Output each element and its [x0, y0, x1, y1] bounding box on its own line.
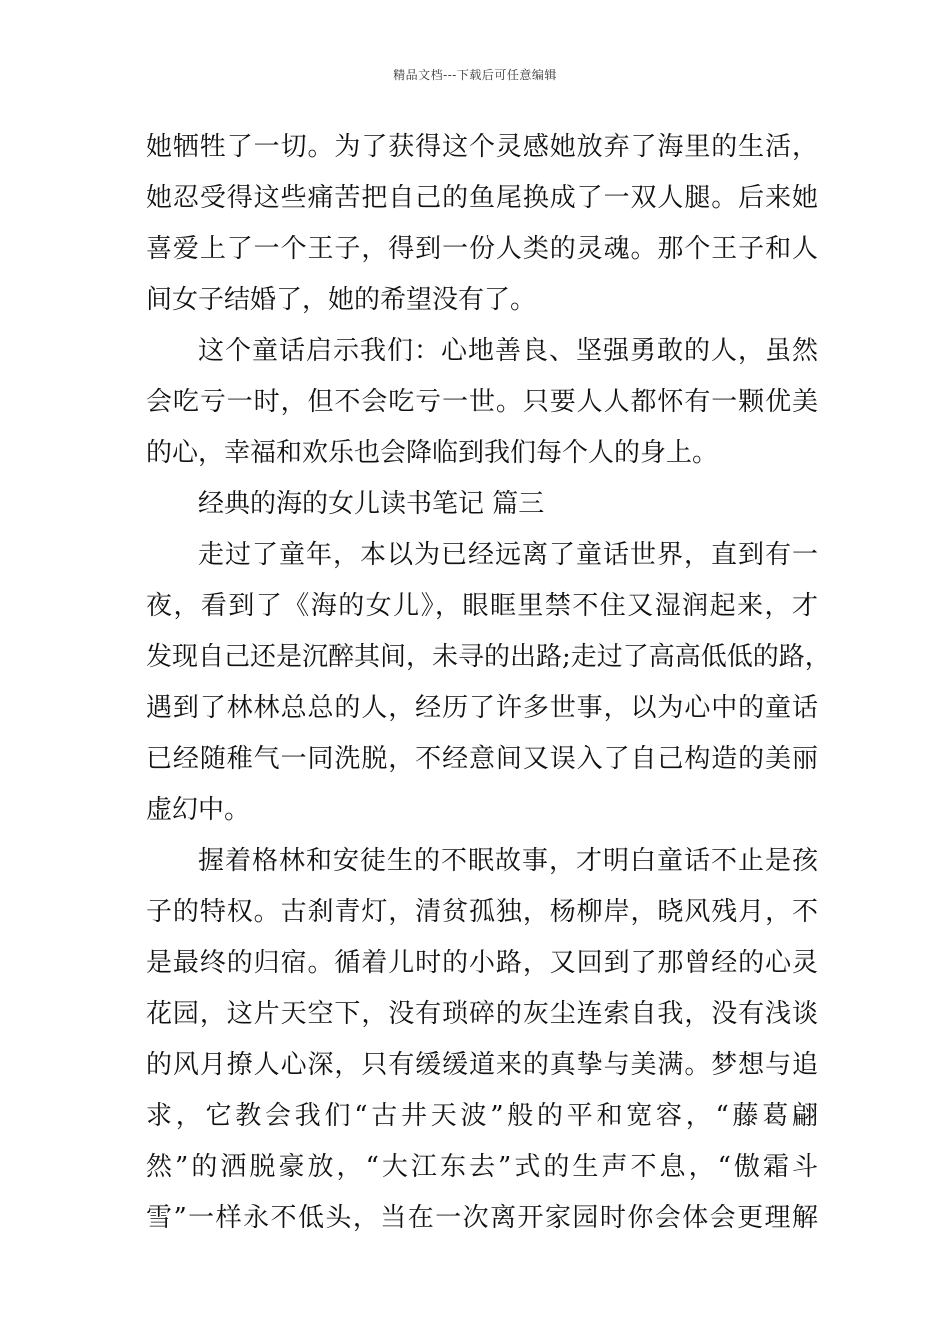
text-line: 遇到了林林总总的人，经历了许多世事，以为心中的童话 [146, 693, 818, 723]
text-line: 是最终的归宿。循着儿时的小路，又回到了那曾经的心灵 [146, 948, 818, 978]
text-line: 花园，这片天空下，没有琐碎的灰尘连索自我，没有浅谈 [146, 999, 818, 1029]
text-line: 然”的洒脱豪放，“大江东去”式的生声不息，“傲霜斗 [146, 1152, 818, 1182]
text-line: 握着格林和安徒生的不眠故事，才明白童话不止是孩 [198, 846, 818, 876]
text-line: 已经随稚气一同洗脱，不经意间又误入了自己构造的美丽 [146, 744, 818, 774]
body-text [146, 122, 831, 1244]
text-line: 的风月撩人心深，只有缓缓道来的真挚与美满。梦想与追 [146, 1050, 818, 1080]
text-line: 夜，看到了《海的女儿》，眼眶里禁不住又湿润起来，才 [146, 591, 818, 621]
section-heading: 经典的海的女儿读书笔记 篇三 [198, 489, 545, 519]
text-line: 喜爱上了一个王子，得到一份人类的灵魂。那个王子和人 [146, 234, 818, 264]
text-line: 她牺牲了一切。为了获得这个灵感她放弃了海里的生活， [146, 132, 818, 162]
text-line: 求，它教会我们“古井天波”般的平和宽容，“藤葛翩 [146, 1101, 818, 1131]
text-line: 虚幻中。 [146, 795, 251, 825]
text-line: 她忍受得这些痛苦把自己的鱼尾换成了一双人腿。后来她 [146, 183, 818, 213]
text-line: 雪”一样永不低头，当在一次离开家园时你会体会更理解 [146, 1203, 818, 1233]
text-line: 子的特权。古刹青灯，清贫孤独，杨柳岸，晓风残月，不 [146, 897, 818, 927]
page-header: 精品文档---下载后可任意编辑 [393, 68, 557, 82]
text-line: 走过了童年，本以为已经远离了童话世界，直到有一 [198, 540, 818, 570]
text-line: 的心，幸福和欢乐也会降临到我们每个人的身上。 [146, 438, 719, 468]
text-line: 会吃亏一时，但不会吃亏一世。只要人人都怀有一颗优美 [146, 387, 818, 417]
text-line: 间女子结婚了，她的希望没有了。 [146, 285, 537, 315]
text-line: 这个童话启示我们：心地善良、坚强勇敢的人，虽然 [198, 336, 818, 366]
text-line: 发现自己还是沉醉其间，未寻的出路;走过了高高低低的路， [146, 642, 831, 672]
